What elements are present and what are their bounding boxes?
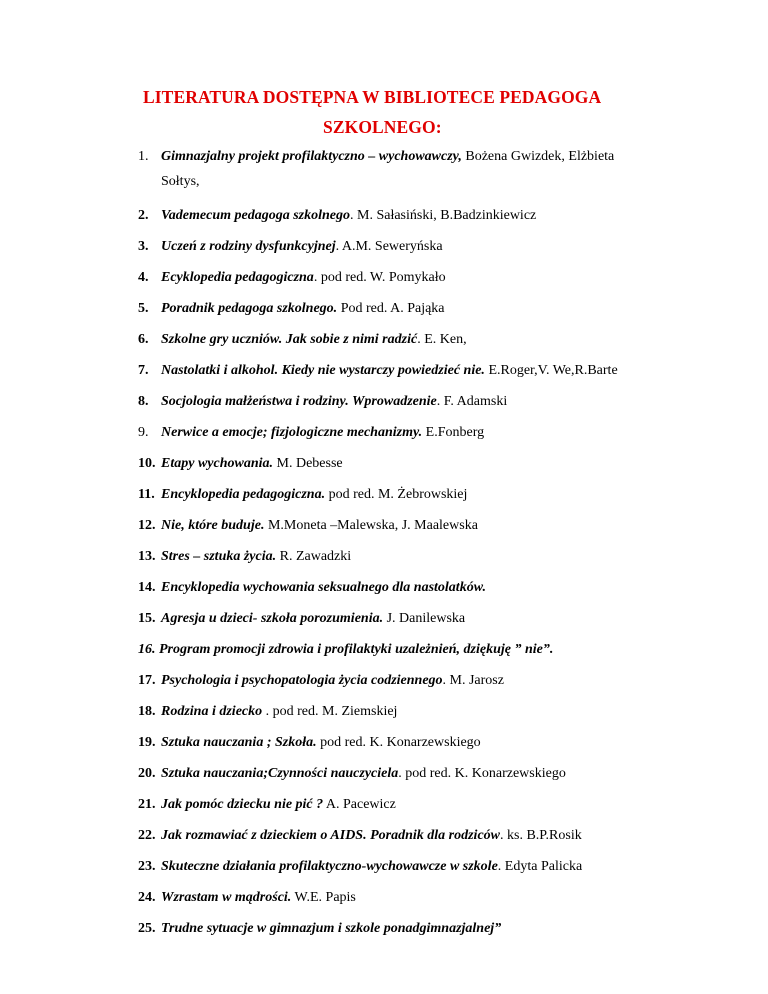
item-body	[161, 789, 738, 820]
item-number: 23.	[138, 859, 156, 874]
book-title: Psychologia i psychopatologia życia codziennego	[161, 673, 443, 688]
item-body	[161, 727, 738, 758]
book-title: Jak pomóc dziecku nie pić ?	[161, 797, 324, 812]
list-item	[138, 355, 738, 386]
item-number: 20.	[138, 766, 156, 781]
item-number: 7.	[138, 363, 149, 378]
list-item	[138, 479, 738, 510]
book-title: Szkolne gry uczniów. Jak sobie z nimi radzić	[161, 332, 418, 347]
book-author: W.E. Papis	[291, 890, 356, 905]
list-item	[138, 448, 738, 479]
book-title: Agresja u dzieci- szkoła porozumienia.	[161, 611, 384, 626]
book-author: E.Roger,V. We,R.Barte	[484, 363, 618, 378]
page-title-line-2: SZKOLNEGO:	[323, 117, 442, 137]
item-number: 3.	[138, 239, 149, 254]
item-body	[161, 144, 738, 194]
item-number: 24.	[138, 890, 156, 905]
list-item	[138, 231, 738, 262]
book-author: M. Debesse	[273, 456, 343, 471]
list-item	[138, 851, 738, 882]
item-body	[161, 417, 738, 448]
list-item	[138, 324, 738, 355]
item-body	[161, 510, 738, 541]
book-author: . pod red. W. Pomykało	[313, 270, 446, 285]
item-body	[161, 262, 738, 293]
book-title: Poradnik pedagoga szkolnego.	[161, 301, 338, 316]
list-item	[138, 541, 738, 572]
list-item	[138, 913, 738, 944]
item-body	[161, 882, 738, 913]
book-title: Nerwice a emocje; fizjologiczne mechanizmy.	[161, 425, 423, 440]
book-author: . A.M. Seweryńska	[335, 239, 443, 254]
book-title: Encyklopedia pedagogiczna.	[161, 487, 326, 502]
book-title: Uczeń z rodziny dysfunkcyjnej	[161, 239, 336, 254]
book-author: J. Danilewska	[383, 611, 466, 626]
book-author: Pod red. A. Pająka	[337, 301, 445, 316]
book-title: 16. Program promocji zdrowia i profilaktyki uzależnień, dziękuję ” nie”.	[138, 642, 554, 657]
item-body	[161, 696, 738, 727]
item-number: 8.	[138, 394, 149, 409]
list-item	[138, 572, 738, 603]
page-title-line-1: LITERATURA DOSTĘPNA W BIBLIOTECE PEDAGOGA	[143, 87, 602, 107]
book-title: Skuteczne działania profilaktyczno-wychowawcze w szkole	[161, 859, 498, 874]
book-title: Etapy wychowania.	[161, 456, 274, 471]
book-author: . ks. B.P.Rosik	[500, 828, 582, 843]
book-author: . pod red. K. Konarzewskiego	[398, 766, 566, 781]
book-title: Sztuka nauczania;Czynności nauczyciela	[161, 766, 399, 781]
item-number: 19.	[138, 735, 156, 750]
list-item	[138, 293, 738, 324]
book-author: R. Zawadzki	[276, 549, 352, 564]
list-item	[138, 696, 738, 727]
book-title: Rodzina i dziecko	[161, 704, 263, 719]
list-item	[138, 510, 738, 541]
item-body	[161, 758, 738, 789]
item-body	[161, 603, 738, 634]
item-body	[161, 541, 738, 572]
item-number: 1.	[138, 149, 149, 164]
item-body	[161, 851, 738, 882]
book-author: . E. Ken,	[417, 332, 467, 347]
item-body	[161, 479, 738, 510]
book-title: Ecyklopedia pedagogiczna	[161, 270, 314, 285]
book-title: Vademecum pedagoga szkolnego	[161, 208, 350, 223]
item-number: 13.	[138, 549, 156, 564]
book-author: pod red. K. Konarzewskiego	[316, 735, 481, 750]
book-title: Stres – sztuka życia.	[161, 549, 277, 564]
item-number: 17.	[138, 673, 156, 688]
item-number: 12.	[138, 518, 156, 533]
item-body	[161, 200, 738, 231]
item-body	[161, 913, 738, 944]
book-title: Jak rozmawiać z dzieckiem o AIDS. Poradnik dla rodziców	[161, 828, 501, 843]
item-number: 15.	[138, 611, 156, 626]
item-number: 11.	[138, 487, 155, 502]
list-item	[138, 727, 738, 758]
literature-list	[138, 144, 738, 944]
book-title: Socjologia małżeństwa i rodziny. Wprowadzenie	[161, 394, 437, 409]
list-item	[138, 758, 738, 789]
item-body	[161, 355, 738, 386]
book-title: Gimnazjalny projekt profilaktyczno – wychowawczy,	[161, 149, 462, 164]
list-item	[138, 665, 738, 696]
item-body	[138, 634, 738, 665]
book-author: . F. Adamski	[436, 394, 508, 409]
item-number: 4.	[138, 270, 149, 285]
book-title: Wzrastam w mądrości.	[161, 890, 292, 905]
book-title: Nie, które buduje.	[161, 518, 265, 533]
book-author-continued: Sołtys,	[161, 174, 200, 189]
book-author: E.Fonberg	[422, 425, 485, 440]
list-item	[138, 386, 738, 417]
item-number: 9.	[138, 425, 149, 440]
book-author: . Edyta Palicka	[497, 859, 583, 874]
item-body	[161, 231, 738, 262]
book-author: Bożena Gwizdek, Elżbieta	[461, 149, 615, 164]
list-item	[138, 634, 738, 665]
item-number: 25.	[138, 921, 156, 936]
item-body	[161, 572, 738, 603]
list-item	[138, 200, 738, 231]
list-item	[138, 603, 738, 634]
item-body	[161, 820, 738, 851]
item-body	[161, 448, 738, 479]
book-author: . pod red. M. Ziemskiej	[262, 704, 398, 719]
item-number: 10.	[138, 456, 156, 471]
item-number: 14.	[138, 580, 156, 595]
list-item	[138, 144, 738, 200]
item-number: 5.	[138, 301, 149, 316]
item-number: 6.	[138, 332, 149, 347]
book-author: . M. Sałasiński, B.Badzinkiewicz	[350, 208, 537, 223]
list-item	[138, 820, 738, 851]
book-author: M.Moneta –Malewska, J. Maalewska	[264, 518, 478, 533]
item-number: 21.	[138, 797, 156, 812]
item-body	[161, 293, 738, 324]
book-author: pod red. M. Żebrowskiej	[325, 487, 468, 502]
list-item	[138, 789, 738, 820]
book-author: . M. Jarosz	[442, 673, 504, 688]
book-title: Nastolatki i alkohol. Kiedy nie wystarczy powiedzieć nie.	[161, 363, 485, 378]
list-item	[138, 417, 738, 448]
item-number: 22.	[138, 828, 156, 843]
item-number: 18.	[138, 704, 156, 719]
list-item	[138, 882, 738, 913]
book-title: Sztuka nauczania ; Szkoła.	[161, 735, 317, 750]
item-body	[161, 324, 738, 355]
book-author: A. Pacewicz	[323, 797, 396, 812]
item-body	[161, 665, 738, 696]
item-number: 2.	[138, 208, 149, 223]
book-title: Trudne sytuacje w gimnazjum i szkole ponadgimnazjalnej”	[161, 921, 502, 936]
list-item	[138, 262, 738, 293]
item-body	[161, 386, 738, 417]
book-title: Encyklopedia wychowania seksualnego dla nastolatków.	[161, 580, 487, 595]
